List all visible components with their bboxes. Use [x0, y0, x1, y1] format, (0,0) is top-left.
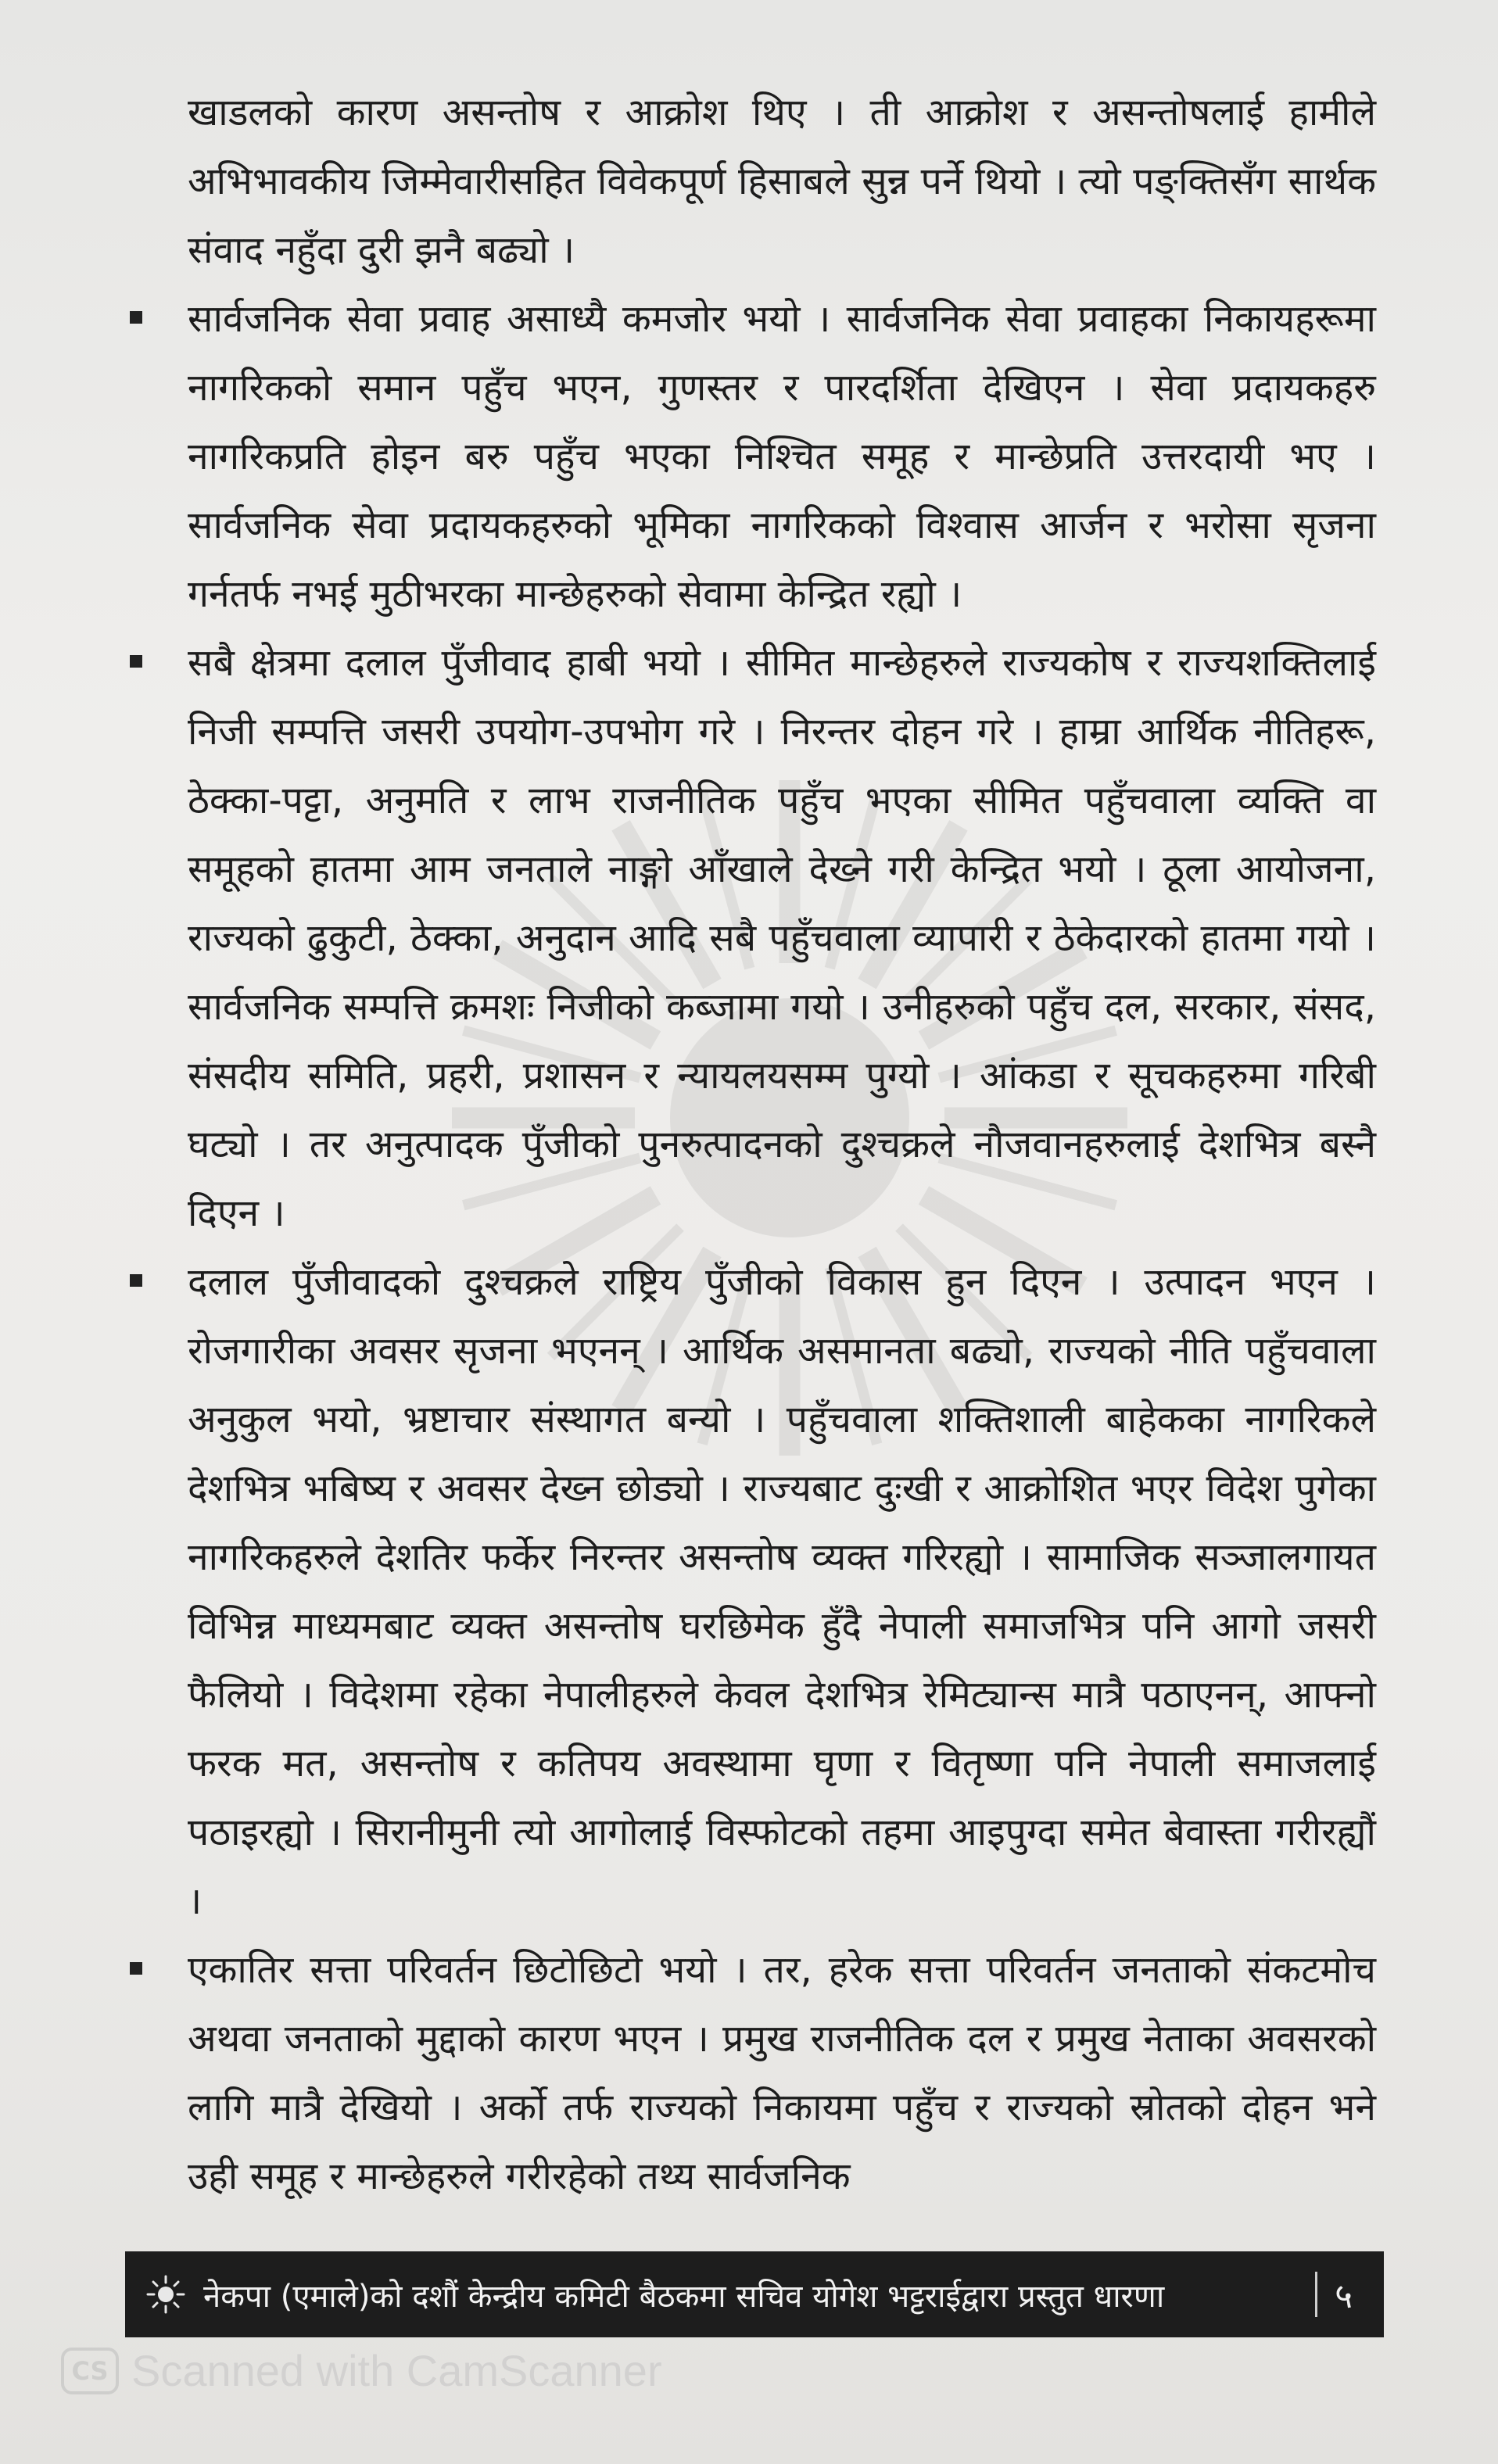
bullet-square-icon [130, 311, 142, 324]
footer-caption: नेकपा (एमाले)को दशौं केन्द्रीय कमिटी बैठकमा सचिव योगेश भट्टराईद्वारा प्रस्तुत धारणा [203, 2278, 1165, 2315]
bullet-square-icon [130, 1274, 142, 1287]
party-emblem-icon [145, 2274, 186, 2315]
list-item [125, 1248, 1376, 1936]
page-number: ५ [1335, 2276, 1353, 2316]
list-item-text: सार्वजनिक सेवा प्रवाह असाध्यै कमजोर भयो । सार्वजनिक सेवा प्रवाहका निकायहरूमा नागरिकको समान पहुँच भएन, गुणस्तर र पारदर्शिता देखिएन । सेवा प्रदायकहरु नागरिकप्रति होइन बरु पहुँच भएका निश्चित समूह र मान्छेप्रति उत्तरदायी भए । सार्वजनिक सेवा प्रदायकहरुको भूमिका नागरिकको विश्वास आर्जन र भरोसा सृजना गर्नतर्फ नभई मुठीभरका मान्छेहरुको सेवामा केन्द्रित रह्यो । [188, 297, 1376, 616]
list-item-text: दलाल पुँजीवादको दुश्चक्रले राष्ट्रिय पुँजीको विकास हुन दिएन । उत्पादन भएन । रोजगारीका अवसर सृजना भएनन् । आर्थिक असमानता बढ्यो, राज्यको नीति पहुँचवाला अनुकुल भयो, भ्रष्टाचार संस्थागत बन्यो । पहुँचवाला शक्तिशाली बाहेकका नागरिकले देशभित्र भबिष्य र अवसर देख्न छोड्यो । राज्यबाट दुःखी र आक्रोशित भएर विदेश पुगेका नागरिकहरुले देशतिर फर्केर निरन्तर असन्तोष व्यक्त गरिरह्यो । सामाजिक सञ्जालगायत विभिन्न माध्यमबाट व्यक्त असन्तोष घरछिमेक हुँदै नेपाली समाजभित्र पनि आगो जसरी फैलियो । विदेशमा रहेका नेपालीहरुले केवल देशभित्र रेमिट्यान्स मात्रै पठाएनन्, आफ्नो फरक मत, असन्तोष र कतिपय अवस्थामा घृणा र वितृष्णा पनि नेपाली समाजलाई पठाइरह्यो । सिरानीमुनी त्यो आगोलाई विस्फोटको तहमा आइपुग्दा समेत बेवास्ता गरीरह्यौं । [188, 1260, 1376, 1923]
page-content [125, 78, 1376, 2211]
list-item [125, 285, 1376, 629]
list-item-text: एकातिर सत्ता परिवर्तन छिटोछिटो भयो । तर, हरेक सत्ता परिवर्तन जनताको संकटमोच अथवा जनताको मुद्दाको कारण भएन । प्रमुख राजनीतिक दल र प्रमुख नेताका अवसरको लागि मात्रै देखियो । अर्को तर्फ राज्यको निकायमा पहुँच र राज्यको स्रोतको दोहन भने उही समूह र मान्छेहरुले गरीरहेको तथ्य सार्वजनिक [188, 1948, 1376, 2198]
list-item [125, 629, 1376, 1248]
footer-divider [1315, 2272, 1317, 2317]
list-item [125, 1936, 1376, 2211]
bullet-square-icon [130, 655, 142, 668]
list-item-text: सबै क्षेत्रमा दलाल पुँजीवाद हाबी भयो । सीमित मान्छेहरुले राज्यकोष र राज्यशक्तिलाई निजी सम्पत्ति जसरी उपयोग-उपभोग गरे । निरन्तर दोहन गरे । हाम्रा आर्थिक नीतिहरू, ठेक्का-पट्टा, अनुमति र लाभ राजनीतिक पहुँच भएका सीमित पहुँचवाला व्यक्ति वा समूहको हातमा आम जनताले नाङ्गो आँखाले देख्ने गरी केन्द्रित भयो । ठूला आयोजना, राज्यको ढुकुटी, ठेक्का, अनुदान आदि सबै पहुँचवाला व्यापारी र ठेकेदारको हातमा गयो । सार्वजनिक सम्पत्ति क्रमशः निजीको कब्जामा गयो । उनीहरुको पहुँच दल, सरकार, संसद, संसदीय समिति, प्रहरी, प्रशासन र न्यायलयसम्म पुग्यो । आंकडा र सूचकहरुमा गरिबी घट्यो । तर अनुत्पादक पुँजीको पुनरुत्पादनको दुश्चक्रले नौजवानहरुलाई देशभित्र बस्नै दिएन । [188, 641, 1376, 1235]
page-footer [125, 2251, 1384, 2337]
camscanner-logo-icon: CS [61, 2348, 119, 2394]
scanner-watermark-text: Scanned with CamScanner [131, 2346, 662, 2395]
bullet-square-icon [130, 1962, 142, 1975]
continuation-paragraph: खाडलको कारण असन्तोष र आक्रोश थिए । ती आक्रोश र असन्तोषलाई हामीले अभिभावकीय जिम्मेवारीसहित विवेकपूर्ण हिसाबले सुन्न पर्ने थियो । त्यो पङ्क्तिसँग सार्थक संवाद नहुँदा दुरी झनै बढ्यो । [188, 91, 1376, 272]
scanner-watermark [61, 2345, 662, 2396]
